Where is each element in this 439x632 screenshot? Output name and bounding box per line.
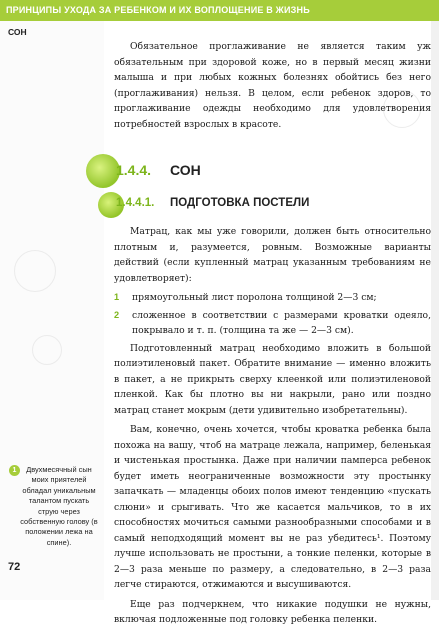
section-label: СОН [8,27,27,37]
heading-level2 [114,196,431,214]
heading1-title: СОН [170,162,201,178]
list-item [114,290,431,306]
list-item [114,308,431,339]
paragraph-sheets: Вам, конечно, очень хочется, чтобы кроватка ребенка была похожа на вашу, чтоб на матраце лежала, например, беленькая и чистенькая простынка. Даже при наличии памперса ребенок будет иметь неограниченные возможности эту простынку запачкать — младенцы обоих полов имеют тенденцию «пускать слюни» и срыгивать. Что же касается мальчиков, то в их способностях мочиться самыми разнообразными способами и в самый неподходящий момент вы не раз убедитесь¹. Поэтому лучше использовать не простыни, а тонкие пеленки, которые в 2—3 раза меньше по размеру, а следовательно, в 2—3 раза легче стираются, отжимаются и высушиваются. [114,424,431,590]
paragraph-pillows: Еще раз подчеркнем, что никакие подушки не нужны, включая подложенные под головку ребенка пеленки. [114,598,431,625]
heading2-title: ПОДГОТОВКА ПОСТЕЛИ [170,197,310,209]
right-page-edge [431,21,439,600]
heading2-number: 1.4.4.1. [116,197,155,209]
list-item-text: прямоугольный лист поролона толщиной 2—3 см; [132,292,377,303]
heading-level1 [114,162,431,184]
footnote-number-badge: 1 [9,465,20,476]
decorative-baby-illustration [32,335,62,365]
running-header: ПРИНЦИПЫ УХОДА ЗА РЕБЕНКОМ И ИХ ВОПЛОЩЕНИЕ В ЖИЗНЬ [0,0,439,21]
paragraph-plastic-bag: Подготовленный матрац необходимо вложить в большой полиэтиленовый пакет. Обратите внимание — именно вложить в пакет, а не прикрыть сверху клеенкой или полиэтиленовой пленкой. Как бы плотно вы ни накрыли, рано или поздно матрац станет мокрым (дети удивительно изобретательны). [114,342,431,416]
list-item-text: сложенное в соответствии с размерами кроватки одеяло, покрывало и т. п. (толщина та же — 2—3 см). [132,309,431,336]
list-item-number: 1 [114,292,120,302]
margin-footnote [9,465,99,548]
intro-paragraph: Обязательное проглаживание не является таким уж обязательным при здоровой коже, но в первый месяц жизни малыша и при любых кожных болезнях обойтись без него (проглаживания) нельзя. В целом, если ребенок здоров, то проглаживание одежды необходимо для удовлетворения потребностей взрослых в красоте. [114,41,431,130]
list-item-number: 2 [114,309,120,320]
main-text-column [114,39,431,632]
decorative-baby-illustration [14,250,56,292]
paragraph-mattress: Матрац, как мы уже говорили, должен быть относительно плотным и, разумеется, ровным. Возможные варианты действий (если купленный матрац указанным требованиям не удовлетворяет): [114,226,431,284]
heading1-number: 1.4.4. [116,162,152,178]
footnote-text: Двухмесячный сын моих приятелей обладал уникальным талантом пускать струю через собственную голову (в положении лежа на спине). [20,465,98,547]
green-circle-icon [86,154,120,188]
page-number: 72 [8,561,21,573]
